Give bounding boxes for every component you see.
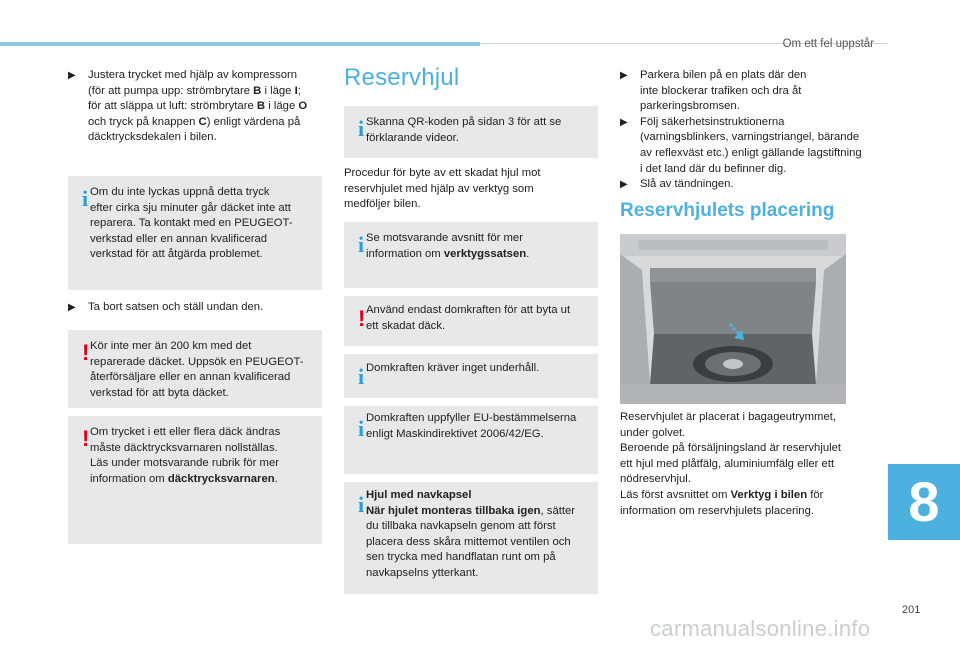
info-icon: i (82, 186, 89, 211)
header-accent-bar (0, 42, 480, 46)
right-bullet-list (620, 68, 888, 193)
procedure-paragraph: Procedur för byte av ett skadat hjul mot reservhjulet med hjälp av verktyg som medföljer bilen. (344, 167, 541, 211)
info-icon: i (358, 364, 365, 389)
subsection-title: Reservhjulets placering (620, 200, 835, 221)
info-icon: i (358, 116, 365, 141)
info-box-jack-maintenance: i Domkraften kräver inget underhåll. (344, 354, 598, 398)
warning-icon: ! (82, 426, 90, 451)
info-icon: i (358, 232, 365, 257)
arrow-bullet-icon: ▶ (68, 70, 76, 81)
arrow-bullet-icon: ▶ (620, 70, 628, 81)
left-bullet-remove-kit: ▶ Ta bort satsen och ställ undan den. (68, 300, 328, 316)
info-box-qr: i Skanna QR-koden på sidan 3 för att se förklarande videor. (344, 106, 598, 158)
info-box-pressure: i Om du inte lyckas uppnå detta tryck efter cirka sju minuter går däcket inte att reparera. Ta kontakt med en PEUGEOT- verkstad eller en annan kvalificerad verkstad för att åtgärda problemet. (68, 176, 322, 290)
bullet-ignition: ▶ Slå av tändningen. (620, 177, 888, 193)
chapter-tab: 8 (888, 464, 960, 540)
info-box-jack-eu: i Domkraften uppfyller EU-bestämmelserna enligt Maskindirektivet 2006/42/EG. (344, 406, 598, 474)
warning-box-tpms: ! Om trycket i ett eller flera däck ändras måste däcktrycksvarnaren nollställas. Läs under motsvarande rubrik för mer information om däcktrycksvarnaren. (68, 416, 322, 544)
page-number: 201 (902, 604, 921, 616)
warning-box-distance: ! Kör inte mer än 200 km med det reparerade däcket. Uppsök en PEUGEOT- återförsäljare eller en annan kvalificerad verkstad för att byta däcket. (68, 330, 322, 408)
arrow-bullet-icon: ▶ (620, 116, 628, 128)
warning-box-jack: ! Använd endast domkraften för att byta ut ett skadat däck. (344, 296, 598, 346)
section-header: Om ett fel uppstår (782, 38, 874, 50)
info-box-hubcap: i Hjul med navkapsel När hjulet monteras tillbaka igen, sätter du tillbaka navkapseln genom att först placera dess skåra mittemot ventilen och sen trycka med handflatan runt om på navkapselns ytterkant. (344, 482, 598, 594)
bullet-safety: ▶ Följ säkerhetsinstruktionerna (varningsblinkers, varningstriangel, bärande av reflexväst etc.) enligt gällande lagstiftning i det land där du befinner dig. (620, 115, 862, 175)
watermark: carmanualsonline.info (650, 616, 871, 641)
arrow-bullet-icon: ▶ (68, 302, 76, 313)
info-icon: i (358, 416, 365, 441)
warning-icon: ! (82, 340, 90, 365)
bullet-park: ▶ Parkera bilen på en plats där den inte blockerar trafiken och dra åt parkeringsbromsen. (620, 69, 807, 113)
photo-caption: Reservhjulet är placerat i bagageutrymmet, under golvet. Beroende på försäljningsland är reservhjulet ett hjul med plåtfälg, aluminiumfälg eller ett nödreservhjul. Läs först avsnittet om Verktyg i bilen för information om reservhjulets placering. (620, 411, 842, 517)
trunk-spare-wheel-photo (620, 234, 846, 404)
info-icon: i (358, 492, 365, 517)
arrow-bullet-icon: ▶ (620, 179, 628, 191)
warning-icon: ! (358, 306, 366, 331)
left-bullet-pressure: ▶ Justera trycket med hjälp av kompressorn (för att pumpa upp: strömbrytare B i läge I; för att släppa ut luft: strömbrytare B i läge O och tryck på knappen C) enligt värdena på däcktrycksdekalen i bilen. (68, 69, 308, 144)
info-box-tools: i Se motsvarande avsnitt för mer information om verktygssatsen. (344, 222, 598, 288)
section-title-reservhjul: Reservhjul (344, 64, 460, 91)
